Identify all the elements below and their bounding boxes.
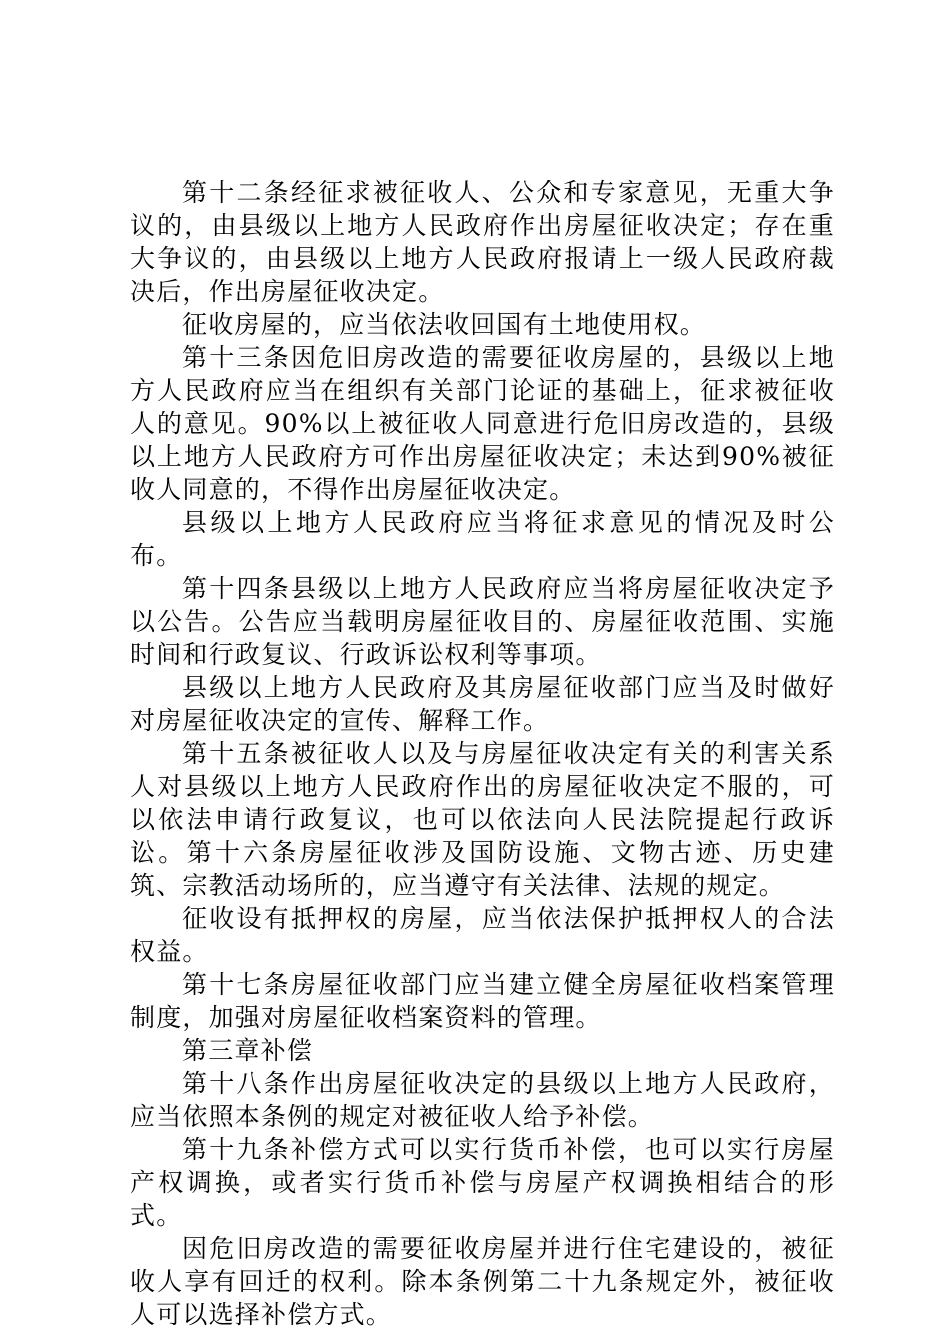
paragraph-article-12: 第十二条经征求被征收人、公众和专家意见，无重大争议的，由县级以上地方人民政府作出房屋征收决定；存在重大争议的，由县级以上地方人民政府报请上一级人民政府裁决后，作出房屋征收决定。	[130, 178, 835, 306]
paragraph-article-18: 第十八条作出房屋征收决定的县级以上地方人民政府，应当依照本条例的规定对被征收人给予补偿。	[130, 1069, 835, 1131]
paragraph-publicity-work: 县级以上地方人民政府及其房屋征收部门应当及时做好对房屋征收决定的宣传、解释工作。	[130, 673, 835, 735]
chapter-heading: 第三章补偿	[182, 1036, 314, 1065]
paragraph-article-15-16: 第十五条被征收人以及与房屋征收决定有关的利害关系人对县级以上地方人民政府作出的房屋征收决定不服的，可以依法申请行政复议，也可以依法向人民法院提起行政诉讼。第十六条房屋征收涉及国防设施、文物古迹、历史建筑、宗教活动场所的，应当遵守有关法律、法规的规定。	[130, 739, 835, 900]
paragraph-article-14: 第十四条县级以上地方人民政府应当将房屋征收决定予以公告。公告应当载明房屋征收目的、房屋征收范围、实施时间和行政复议、行政诉讼权利等事项。	[130, 574, 835, 669]
paragraph-publish-opinions: 县级以上地方人民政府应当将征求意见的情况及时公布。	[130, 508, 835, 570]
paragraph-relocation-right: 因危旧房改造的需要征收房屋并进行住宅建设的，被征收人享有回迁的权利。除本条例第二十九条规定外，被征收人可以选择补偿方式。	[130, 1234, 835, 1329]
paragraph-article-13: 第十三条因危旧房改造的需要征收房屋的，县级以上地方人民政府应当在组织有关部门论证的基础上，征求被征收人的意见。90%以上被征收人同意进行危旧房改造的，县级以上地方人民政府方可作出房屋征收决定；未达到90%被征收人同意的，不得作出房屋征收决定。	[130, 343, 835, 504]
paragraph-land-use-right: 征收房屋的，应当依法收回国有土地使用权。	[182, 310, 707, 339]
paragraph-article-19: 第十九条补偿方式可以实行货币补偿，也可以实行房屋产权调换，或者实行货币补偿与房屋产权调换相结合的形式。	[130, 1135, 835, 1230]
document-body	[130, 176, 835, 1331]
paragraph-mortgage: 征收设有抵押权的房屋，应当依法保护抵押权人的合法权益。	[130, 904, 835, 966]
paragraph-article-17: 第十七条房屋征收部门应当建立健全房屋征收档案管理制度，加强对房屋征收档案资料的管理。	[130, 970, 835, 1032]
